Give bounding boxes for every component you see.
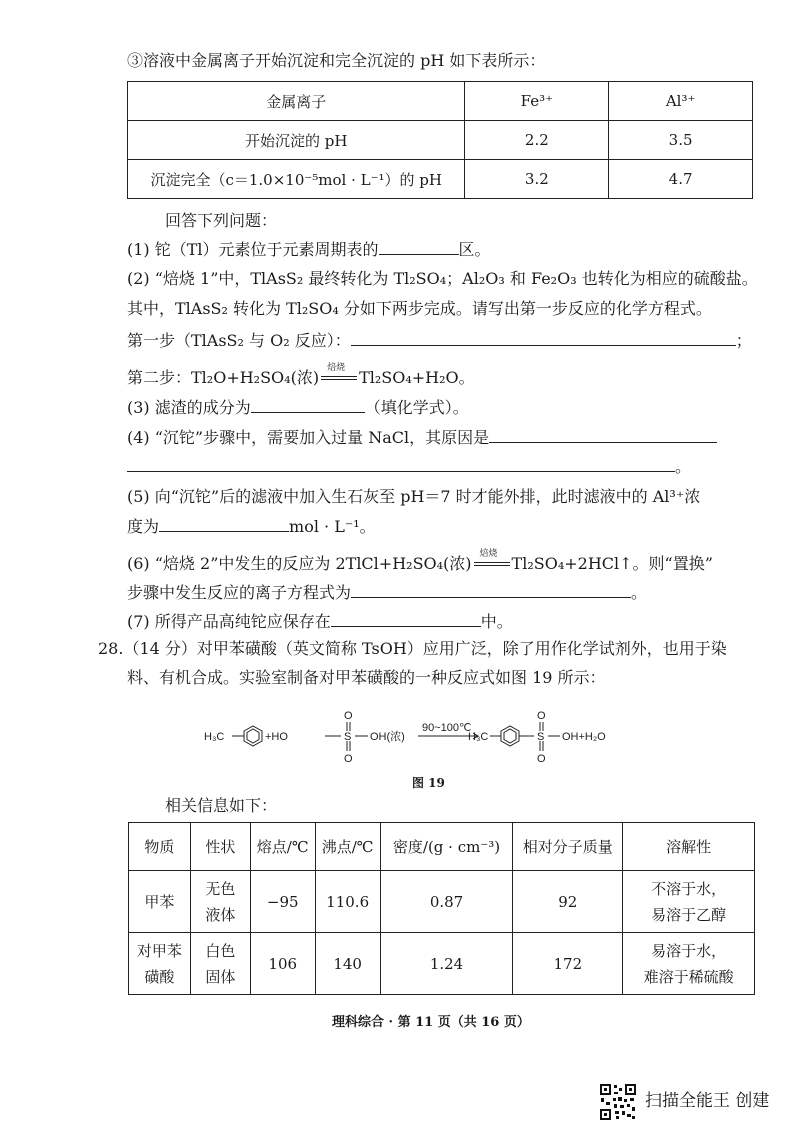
q4-line-2 [127,455,691,478]
table2-header: 性状 [190,823,250,871]
q1-text: (1) 铊（Tl）元素位于元素周期表的 [127,240,379,259]
q5-line-1: (5) 向“沉铊”后的滤液中加入生石灰至 pH＝7 时才能外排，此时滤液中的 Al³⁺浓 [127,487,701,506]
q5-text: 度为 [127,517,160,536]
table1-header: 金属离子 [128,82,465,121]
q2-line-2: 其中，TlAsS₂ 转化为 Tl₂SO₄ 分如下两步完成。请写出第一步反应的化学方程式。 [127,299,712,318]
q7-text-end: 中。 [480,612,513,631]
q7-answer-blank[interactable] [331,610,481,627]
q2-line-1: (2) “焙烧 1”中，TlAsS₂ 最终转化为 Tl₂SO₄；Al₂O₃ 和 Fe₂O₃ 也转化为相应的硫酸盐。 [127,269,758,288]
intro-line: ③溶液中金属离子开始沉淀和完全沉淀的 pH 如下表所示： [127,51,546,70]
q3-text-end: （填化学式）。 [364,398,469,417]
reaction-o-top-right: O [537,710,546,722]
table1-cell: 3.5 [609,121,753,160]
table2-header: 溶解性 [623,823,755,871]
q6-end: 。 [631,583,648,602]
table2-cell: 0.87 [380,871,513,933]
reaction-ch3-right: H₃C [468,731,489,743]
table2-cell: −95 [250,871,315,933]
q2-step-2 [127,363,475,389]
q6-condition: 焙烧 [479,549,498,559]
table2-header: 熔点/℃ [250,823,315,871]
table2-header: 密度/(g · cm⁻³) [380,823,513,871]
table1-header: Fe³⁺ [465,82,609,121]
table2-cell: 不溶于水， 易溶于乙醇 [623,871,755,933]
table1-cell: 2.2 [465,121,609,160]
q1-answer-blank[interactable] [379,238,459,255]
qr-code-icon [599,1083,637,1121]
table2-cell: 白色 固体 [190,933,250,995]
table1-cell: 4.7 [609,160,753,199]
table1-cell: 开始沉淀的 pH [128,121,465,160]
reaction-o-bottom-right: O [537,753,546,765]
q28-line-1: 28.（14 分）对甲苯磺酸（英文简称 TsOH）应用广泛，除了用作化学试剂外，也用于染 [98,639,727,658]
table1-cell: 3.2 [465,160,609,199]
table2-cell: 140 [315,933,380,995]
info-label: 相关信息如下： [165,796,278,815]
substance-info-table [128,822,755,995]
q6-answer-blank[interactable] [351,581,631,598]
reaction-plus-ho: +HO [265,731,288,743]
table1-header: Al³⁺ [609,82,753,121]
reaction-o-bottom-left: O [344,753,353,765]
table2-header: 物质 [129,823,191,871]
question-1 [127,238,491,261]
table1-cell: 沉淀完全（c＝1.0×10⁻⁵mol · L⁻¹）的 pH [128,160,465,199]
figure-caption: 图 19 [412,776,445,790]
q6-line-1 [127,549,713,575]
q6-reactants: (6) “焙烧 2”中发生的反应为 2TlCl+H₂SO₄(浓) [127,554,472,573]
q4-answer-blank-1[interactable] [489,426,717,443]
reaction-oh-conc: OH(浓) [370,731,405,743]
q1-text-end: 区。 [458,240,491,259]
q5-answer-blank[interactable] [159,515,289,532]
table2-cell: 110.6 [315,871,380,933]
q4-answer-blank-2[interactable] [127,455,675,472]
table2-cell: 甲苯 [129,871,191,933]
q3-answer-blank[interactable] [251,396,365,413]
reaction-o-top-left: O [344,710,353,722]
page-footer: 理科综合 · 第 11 页（共 16 页） [332,1015,530,1030]
reaction-products: OH+H₂O [562,731,606,743]
watermark-text: 扫描全能王 创建 [645,1091,770,1111]
reaction-scheme [200,700,640,778]
table2-cell: 92 [513,871,623,933]
table2-cell: 无色 液体 [190,871,250,933]
q2-step1-end: ； [735,331,752,350]
q2-step2-products: Tl₂SO₄+H₂O。 [359,368,475,387]
table2-cell: 106 [250,933,315,995]
q3-text: (3) 滤渣的成分为 [127,398,251,417]
answer-prompt: 回答下列问题： [165,211,278,230]
q6-products: Tl₂SO₄+2HCl↑。则“置换” [511,554,713,573]
table2-cell: 172 [513,933,623,995]
table2-header: 相对分子质量 [513,823,623,871]
q5-unit: mol · L⁻¹。 [289,517,376,536]
q2-step2-reactants: 第二步：Tl₂O+H₂SO₄(浓) [127,368,320,387]
q2-step-1 [127,329,752,352]
table2-cell: 对甲苯 磺酸 [129,933,191,995]
table2-cell: 易溶于水， 难溶于稀硫酸 [623,933,755,995]
question-3 [127,396,469,419]
metal-ion-ph-table [127,81,753,199]
q4-text: (4) “沉铊”步骤中，需要加入过量 NaCl，其原因是 [127,428,490,447]
q7-text: (7) 所得产品高纯铊应保存在 [127,612,331,631]
table2-header: 沸点/℃ [315,823,380,871]
q6-line-2 [127,581,647,604]
reaction-s-left: S [344,731,352,743]
q2-step1-answer-blank[interactable] [351,329,736,346]
q2-step2-arrow [319,363,359,383]
q28-line-2: 料、有机合成。实验室制备对甲苯磺酸的一种反应式如图 19 所示： [127,668,606,687]
reaction-ch3-left: H₃C [204,731,225,743]
question-4 [127,426,717,449]
q6-arrow [472,549,512,569]
reaction-s-right: S [537,731,545,743]
table2-cell: 1.24 [380,933,513,995]
reaction-condition: 90~100℃ [422,722,472,734]
q2-step1-label: 第一步（TlAsS₂ 与 O₂ 反应）： [127,331,351,350]
q5-line-2 [127,515,376,538]
q6-text: 步骤中发生反应的离子方程式为 [127,583,352,602]
question-7 [127,610,513,633]
q2-step2-condition: 焙烧 [327,363,346,373]
q4-end: 。 [675,457,692,476]
